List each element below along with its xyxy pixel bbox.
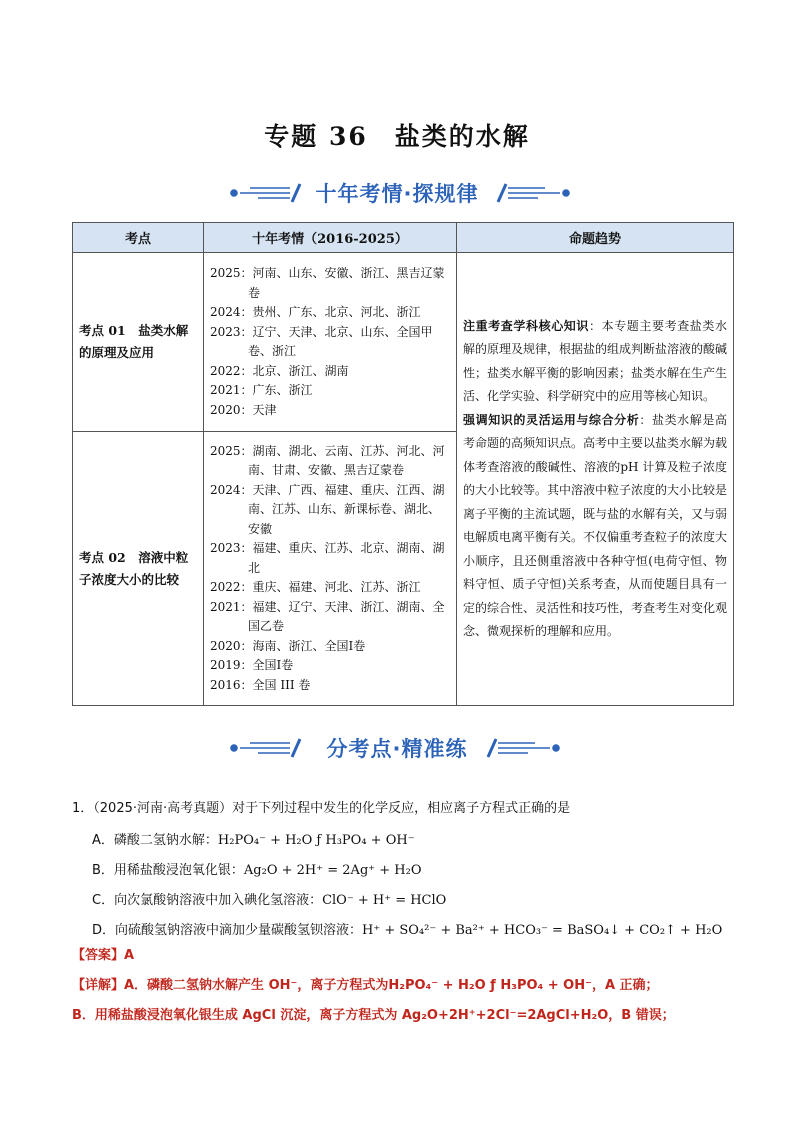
detail-b: B．用稀盐酸浸泡氧化银生成 AgCl 沉淀，离子方程式为 Ag₂O+2H⁺+2Cl⁻=2AgCl+H₂O，B 错误； [72,1008,675,1023]
option-d-equation: H⁺ + SO₄²⁻ + Ba²⁺ + HCO₃⁻ = BaSO₄↓ + CO₂↑ + H₂O [362,923,723,938]
option-a-equation: H₂PO₄⁻ + H₂O ƒ H₃PO₄ + OH⁻ [217,833,415,848]
year-entry: 2016：全国 III 卷 [210,677,311,692]
point-cell: 考点 01 盐类水解的原理及应用 [73,253,204,432]
year-entry: 2024：天津、广西、福建、重庆、江西、湖南、江苏、山东、新课标卷、湖北、安徽 [210,482,445,536]
year-entry: 2024：贵州、广东、北京、河北、浙江 [210,305,421,319]
year-entry: 2023：辽宁、天津、北京、山东、全国甲卷、浙江 [210,324,433,358]
option-c [92,889,446,908]
banner-ten-year [0,176,794,210]
point-cell: 考点 02 溶液中粒子浓度大小的比较 [73,432,204,706]
year-entry: 2022：重庆、福建、河北、江苏、浙江 [210,580,421,595]
option-c-label: C．向次氯酸钠溶液中加入碘化氢溶液： [92,893,323,908]
year-entry: 2025：河南、山东、安徽、浙江、黑吉辽蒙卷 [210,266,445,300]
header-years: 十年考情（2016-2025） [204,223,457,253]
exam-trend-table [72,222,734,706]
option-a-label: A．磷酸二氢钠水解： [92,833,218,848]
year-entry: 2021：福建、辽宁、天津、浙江、湖南、全国乙卷 [210,599,445,634]
banner-ten-year-text: 十年考情·探规律 [315,182,479,206]
year-entry: 2021：广东、浙江 [210,383,313,397]
year-entry: 2025：湖南、湖北、云南、江苏、河北、河南、甘肃、安徽、黑吉辽蒙卷 [210,443,445,478]
header-point: 考点 [73,223,204,253]
option-c-equation: ClO⁻ + H⁺ = HClO [322,893,447,908]
table-row [73,253,734,432]
header-trend: 命题趋势 [457,223,734,253]
option-a [92,829,415,848]
trend-text-2: ：盐类水解是高考命题的高频知识点。高考中主要以盐类水解为载体考查溶液的酸碱性、溶液的pH 计算及粒子浓度的大小比较等。其中溶液中粒子浓度的大小比较是离子平衡的主流试题，既与盐的水解有关，又与弱电解质电离平衡有关。不仅偏重考查粒子的浓度大小顺序，且还侧重溶液中各种守恒(电荷守恒、物料守恒、质子守恒)关系考查，从而使题目具有一定的综合性、灵活性和技巧性，考查考生对变化观念、微观探析的理解和应用。 [463,412,728,638]
year-entry: 2022：北京、浙江、湖南 [210,363,349,378]
option-b [92,859,422,878]
option-b-label: B．用稀盐酸浸泡氧化银： [92,863,244,878]
page-title: 专题 36 盐类的水解 [264,122,530,151]
year-entry: 2020：天津 [210,402,277,417]
trend-cell [457,253,734,706]
year-entry: 2020：海南、浙江、全国Ⅰ卷 [210,638,366,653]
trend-text-1: ：本专题主要考查盐类水解的原理及规律，根据盐的组成判断盐溶液的酸碱性；盐类水解平衡的影响因素；盐类水解在生产生活、化学实验、科学研究中的应用等核心知识。 [463,318,728,403]
option-d [92,919,722,938]
answer-line: 【答案】A [72,948,135,963]
year-entry: 2019：全国Ⅰ卷 [210,658,294,673]
trend-heading-1: 注重考查学科核心知识 [463,318,589,333]
years-cell [204,253,457,432]
option-d-label: D．向硫酸氢钠溶液中滴加少量碳酸氢钡溶液： [92,923,363,938]
detail-a: 【详解】A．磷酸二氢钠水解产生 OH⁻，离子方程式为H₂PO₄⁻ + H₂O ƒ H₃PO₄ + OH⁻，A 正确； [72,978,659,993]
years-cell [204,432,457,706]
trend-heading-2: 强调知识的灵活运用与综合分析 [463,412,640,427]
question-stem: 1．（2025·河南·高考真题）对于下列过程中发生的化学反应，相应离子方程式正确的是 [72,801,571,816]
banner-practice [0,731,794,765]
banner-practice-text: 分考点·精准练 [326,737,468,761]
table-header-row [73,223,734,253]
option-b-equation: Ag₂O + 2H⁺ = 2Ag⁺ + H₂O [243,863,422,878]
year-entry: 2023：福建、重庆、江苏、北京、湖南、湖北 [210,541,445,575]
